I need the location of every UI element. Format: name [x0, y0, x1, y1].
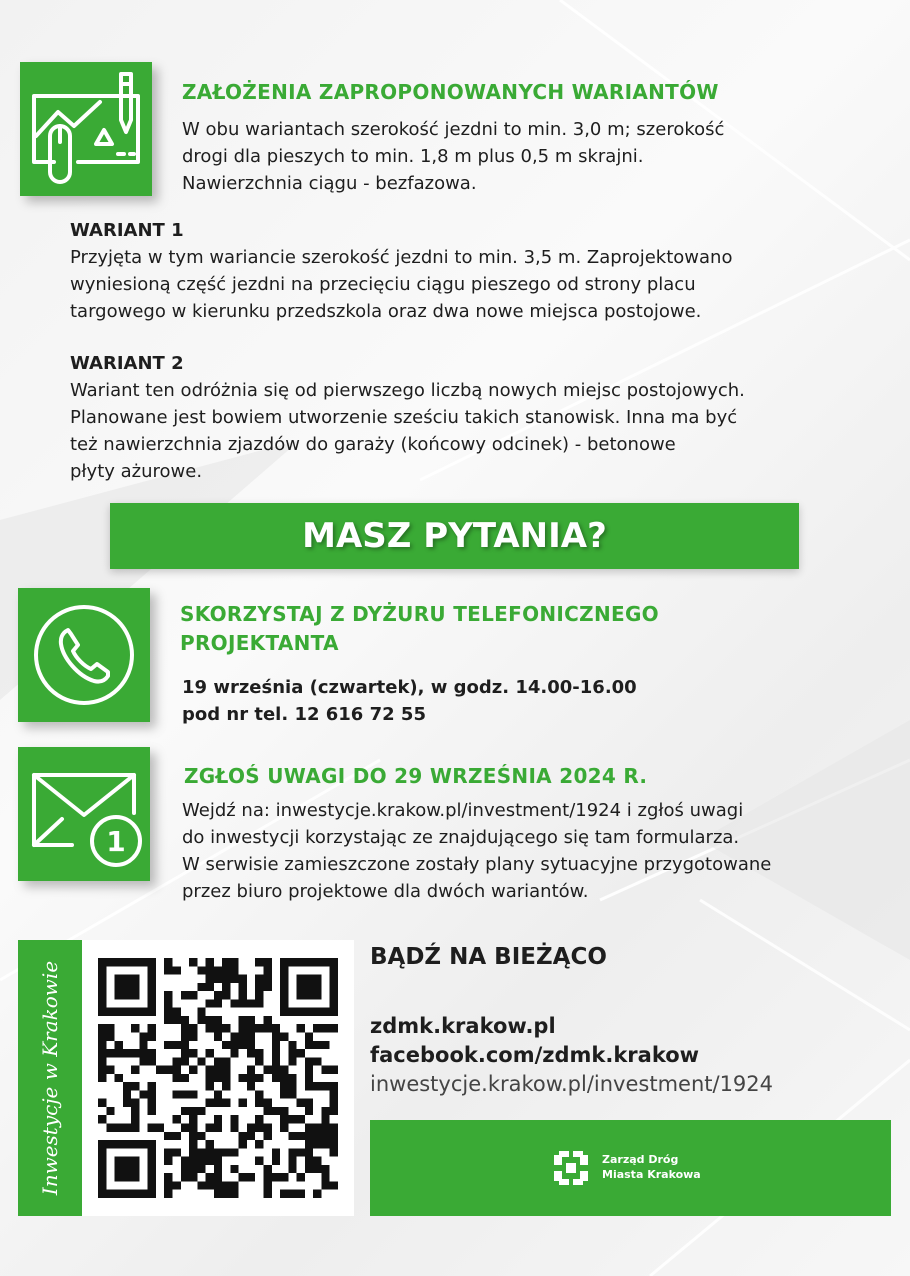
link-investment[interactable]: inwestycje.krakow.pl/investment/1924 [370, 1072, 774, 1096]
remarks-text [182, 797, 771, 905]
link-facebook[interactable]: facebook.com/zdmk.krakow [370, 1043, 700, 1067]
variant1-line: wyniesioną część jezdni na przecięciu ciągu pieszego od strony placu [70, 274, 696, 295]
assumptions-text [182, 116, 724, 197]
phone-details [182, 674, 637, 728]
variant2-line: płyty ażurowe. [70, 461, 203, 482]
variant1-line: Przyjęta w tym wariancie szerokość jezdni to min. 3,5 m. Zaprojektowano [70, 247, 733, 268]
phone-title-line: PROJEKTANTA [180, 631, 339, 655]
links-block [370, 1012, 773, 1099]
assumptions-line: Nawierzchnia ciągu - bezfazowa. [182, 173, 477, 194]
logo-line: Miasta Krakowa [602, 1168, 701, 1181]
qr-code-icon [98, 958, 338, 1198]
assumptions-title: ZAŁOŻENIA ZAPROPONOWANYCH WARIANTÓW [182, 80, 719, 104]
variant2-block [70, 351, 745, 485]
logo-text [602, 1152, 701, 1182]
remarks-tile [18, 747, 150, 881]
remarks-line: do inwestycji korzystając ze znajdującego się tam formularza. [182, 827, 740, 848]
remarks-line: W serwisie zamieszczone zostały plany sytuacyjne przygotowane [182, 854, 772, 875]
variant1-block [70, 218, 732, 325]
assumptions-line: drogi dla pieszych to min. 1,8 m plus 0,5 m skrajni. [182, 146, 644, 167]
zdmk-logo-icon [554, 1151, 588, 1185]
phone-number: pod nr tel. 12 616 72 55 [182, 704, 426, 725]
design-drawing-tile [20, 62, 152, 196]
qr-code-box [82, 940, 354, 1216]
variant1-heading: WARIANT 1 [70, 220, 184, 241]
stay-updated-title: BĄDŹ NA BIEŻĄCO [370, 944, 607, 970]
logo-line: Zarząd Dróg [602, 1153, 679, 1166]
remarks-line: przez biuro projektowe dla dwóch wariantów. [182, 881, 589, 902]
questions-banner: MASZ PYTANIA? [110, 503, 799, 569]
phone-tile [18, 588, 150, 722]
link-zdmk[interactable]: zdmk.krakow.pl [370, 1014, 556, 1038]
variant2-line: Planowane jest bowiem utworzenie sześciu takich stanowisk. Inna ma być [70, 407, 738, 428]
variant2-line: też nawierzchnia zjazdów do garaży (końcowy odcinek) - betonowe [70, 434, 676, 455]
variant1-line: targowego w kierunku przedszkola oraz dwa nowe miejsca postojowe. [70, 301, 702, 322]
variant2-heading: WARIANT 2 [70, 353, 184, 374]
variant2-line: Wariant ten odróżnia się od pierwszego liczbą nowych miejsc postojowych. [70, 380, 745, 401]
side-label: Inwestycje w Krakowie [38, 960, 62, 1196]
remarks-title: ZGŁOŚ UWAGI DO 29 WRZEŚNIA 2024 R. [184, 764, 648, 788]
phone-icon [18, 588, 150, 722]
badge-number: 1 [106, 825, 126, 858]
phone-title [180, 600, 659, 658]
assumptions-line: W obu wariantach szerokość jezdni to min. 3,0 m; szerokość [182, 119, 725, 140]
side-label-strip [18, 940, 82, 1216]
design-drawing-icon [20, 62, 152, 196]
logo-bar [370, 1120, 891, 1216]
phone-date: 19 września (czwartek), w godz. 14.00-16.00 [182, 677, 637, 698]
phone-title-line: SKORZYSTAJ Z DYŻURU TELEFONICZNEGO [180, 602, 659, 626]
envelope-notification-icon [18, 747, 150, 881]
remarks-line: Wejdź na: inwestycje.krakow.pl/investment/1924 i zgłoś uwagi [182, 800, 744, 821]
